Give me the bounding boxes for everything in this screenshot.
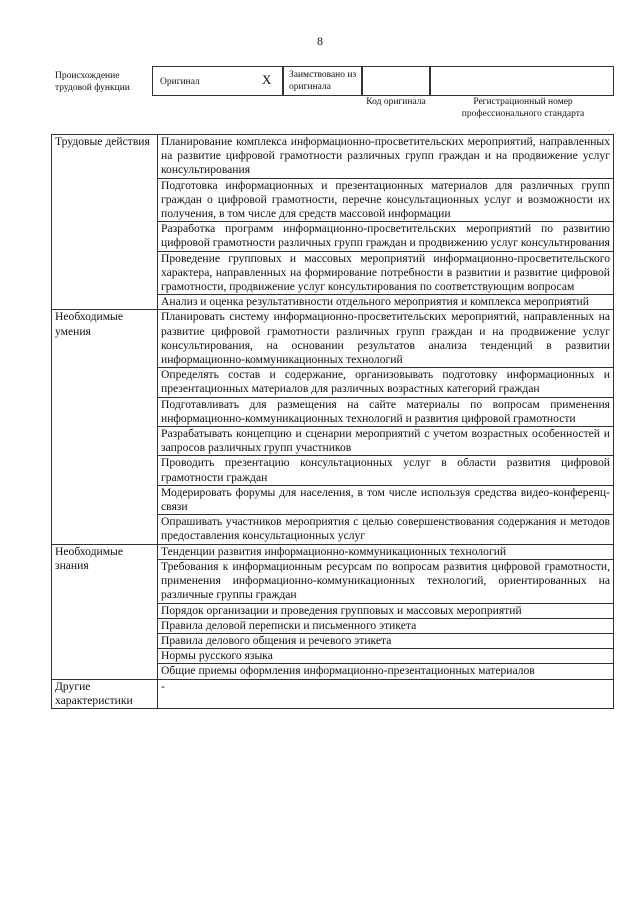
original-label: Оригинал (160, 77, 200, 87)
list-item: Анализ и оценка результативности отдельного мероприятия и комплекса мероприятий (158, 295, 614, 310)
original-mark: X (262, 72, 272, 87)
section-label-other: Другие характеристики (52, 679, 158, 708)
section-label-knowledge: Необходимые знания (52, 544, 158, 679)
list-item: Подготавливать для размещения на сайте материалы по вопросам применения информационно-коммуникационных технологий и развития цифровой грамотности (158, 397, 614, 426)
labor-function-table (51, 134, 614, 709)
section-label-actions: Трудовые действия (52, 135, 158, 310)
list-item: Проведение групповых и массовых мероприятий информационно-просветительского характера, направленных на формирование потребности в развитии и развитие цифровой грамотности, продвижение услуг консультирования по соответствующим вопросам (158, 251, 614, 295)
list-item: Планировать систему информационно-просветительских мероприятий, направленных на развитие цифровой грамотности различных групп граждан и на продвижение услуг консультирования, на основании результатов анализа тенденций в развитии информационно-коммуникационных технологий (158, 310, 614, 368)
list-item: Нормы русского языка (158, 649, 614, 664)
list-item: Разработка программ информационно-просветительских мероприятий по развитию цифровой грамотности различных групп граждан и продвижению услуг консультирования (158, 222, 614, 251)
borrowed-label: Заимствовано из оригинала (289, 70, 357, 92)
table-row (52, 310, 614, 368)
list-item: Общие приемы оформления информационно-презентационных материалов (158, 664, 614, 679)
list-item: Модерировать форумы для населения, в том числе используя средства видео-конференц-связи (158, 485, 614, 514)
origin-label: Происхождение трудовой функции (55, 71, 130, 93)
list-item: Правила деловой переписки и письменного этикета (158, 618, 614, 633)
code-cell (362, 66, 430, 96)
reg-cell (430, 66, 614, 96)
table-row (52, 544, 614, 559)
table-row (52, 679, 614, 708)
list-item: Правила делового общения и речевого этикета (158, 633, 614, 648)
list-item: Проводить презентацию консультационных услуг в области развития цифровой грамотности граждан (158, 456, 614, 485)
code-label: Код оригинала (366, 97, 426, 107)
reg-label: Регистрационный номер профессионального стандарта (461, 97, 585, 119)
list-item: Требования к информационным ресурсам по вопросам развития цифровой грамотности, применения информационно-коммуникационных технологий, ориентированных на различные группы граждан (158, 559, 614, 603)
list-item: Планирование комплекса информационно-просветительских мероприятий, направленных на развитие цифровой грамотности различных групп граждан и на продвижение услуг консультирования (158, 135, 614, 179)
list-item: - (158, 679, 614, 708)
page-number: 8 (317, 34, 323, 48)
table-row (52, 135, 614, 179)
list-item: Разрабатывать концепцию и сценарии мероприятий с учетом возрастных особенностей и запросов различных групп участников (158, 427, 614, 456)
list-item: Тенденции развития информационно-коммуникационных технологий (158, 544, 614, 559)
list-item: Подготовка информационных и презентационных материалов для различных групп граждан о цифровой грамотности, перечне консультационных услуг и возможности их получения, в том числе для средств массовой информации (158, 178, 614, 222)
list-item: Опрашивать участников мероприятия с целью совершенствования содержания и методов предоставления консультационных услуг (158, 515, 614, 544)
list-item: Порядок организации и проведения групповых и массовых мероприятий (158, 603, 614, 618)
list-item: Определять состав и содержание, организовывать подготовку информационных и презентационных материалов для различных возрастных категорий граждан (158, 368, 614, 397)
section-label-skills: Необходимые умения (52, 310, 158, 544)
